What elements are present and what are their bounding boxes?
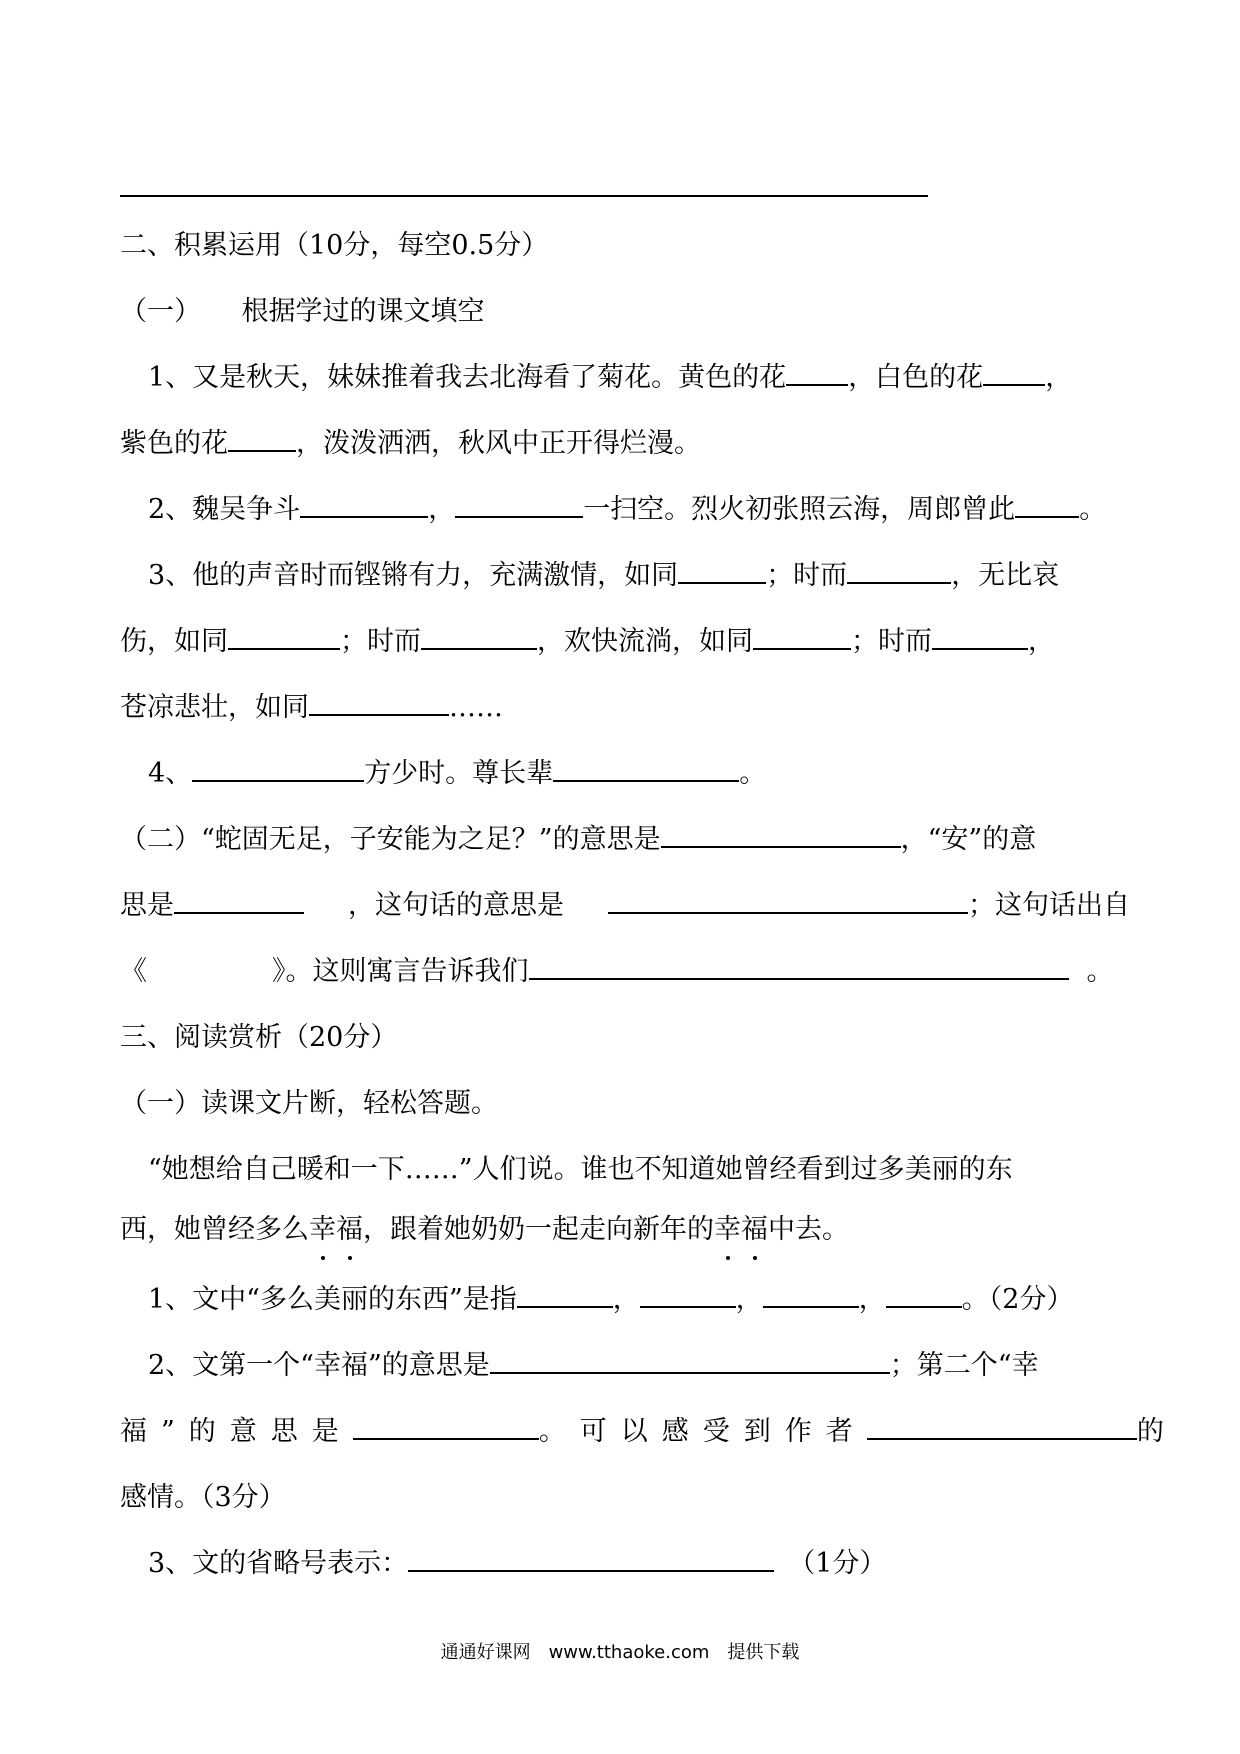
reading-question-3: 3、文的省略号表示： （1分） <box>120 1544 1130 1584</box>
question-3-line-1: 3、他的声音时而铿锵有力，充满激情，如同 ；时而 ，无比哀 <box>120 556 1130 596</box>
subsection-1-title: （一） 根据学过的课文填空 <box>120 296 485 327</box>
passage-line-2: 西，她曾经多么幸福，跟着她奶奶一起走向新年的幸福中去。 <box>120 1210 1130 1250</box>
subsection-2-line-2: 思是 ，这句话的意思是 ；这句话出自 <box>120 886 1130 926</box>
question-3-line-3: 苍凉悲壮，如同 …… <box>120 688 1130 728</box>
header-rule <box>120 195 928 197</box>
question-2: 2、魏吴争斗 ， 一扫空。烈火初张照云海，周郎曾此 。 <box>120 490 1130 530</box>
subsection-2-line-3: 《 》。这则寓言告诉我们 。 <box>120 952 1130 992</box>
footer-text: 通通好课网 www.tthaoke.com 提供下载 <box>440 1642 800 1663</box>
question-4: 4、 方少时。尊长辈 。 <box>120 754 1130 794</box>
reading-question-2-line-3: 感情。（3分） <box>120 1482 286 1513</box>
passage-line-1: “她想给自己暖和一下……”人们说。谁也不知道她曾经看到过多美丽的东 <box>148 1154 1013 1185</box>
reading-question-2-line-1: 2、文第一个“幸福”的意思是 ；第二个“幸 <box>120 1346 1130 1386</box>
reading-question-2-line-2: 福”的意思是 。可以感受到作者 的 <box>120 1412 1130 1452</box>
subsection-2-line-1: （二）“蛇固无足，子安能为之足？”的意思是 ，“安”的意 <box>120 820 1130 860</box>
question-1-line-1: 1、又是秋天，妹妹推着我去北海看了菊花。黄色的花 ，白色的花 ， <box>120 358 1130 398</box>
question-3-line-2: 伤，如同 ；时而 ，欢快流淌，如同 ；时而 ， <box>120 622 1130 662</box>
reading-question-1: 1、文中“多么美丽的东西”是指 ， ， ， 。（2分） <box>120 1280 1130 1320</box>
section-3-title: 三、阅读赏析（20分） <box>120 1022 398 1053</box>
section-2-title: 二、积累运用（10分，每空0.5分） <box>120 230 549 261</box>
reading-subsection-1-title: （一）读课文片断，轻松答题。 <box>120 1088 498 1119</box>
question-1-line-2: 紫色的花 ，泼泼洒洒，秋风中正开得烂漫。 <box>120 424 1130 464</box>
